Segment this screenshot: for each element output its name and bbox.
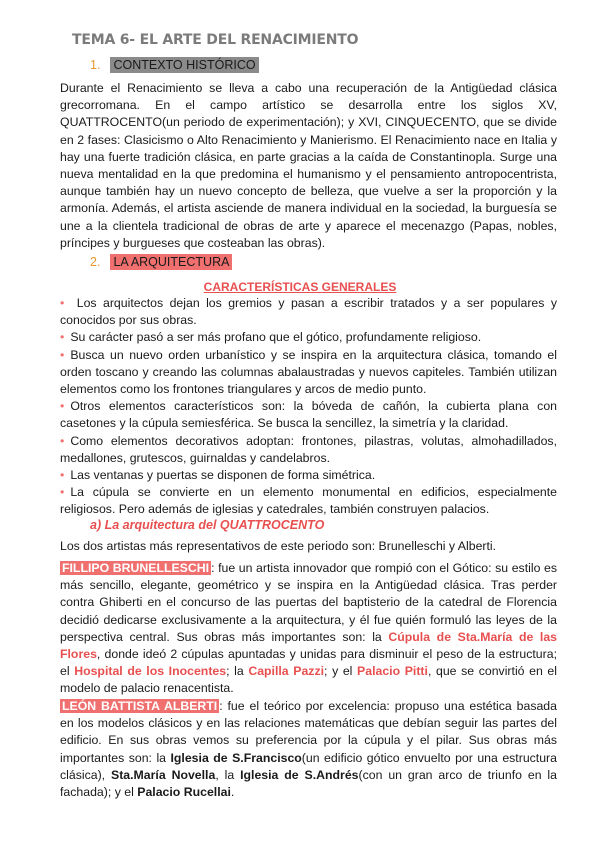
document-title: TEMA 6- EL ARTE DEL RENACIMIENTO: [72, 32, 359, 48]
context-text: Durante el Renacimiento se lleva a cabo una recuperación de la Antigüedad clásica grecorromana. En el campo artístico se desarrolla entre los siglos XV, QUATTROCENTO(un periodo de experimentación); y XVI, CINQUECENTO, que se divide en 2 fases: Clasicismo o Alto Renacimiento y Manierismo. El Renacimiento nace en Italia y hay una fuerte tradición clásica, en parte gracias a la caída de Constantinopla. Surge una nueva mentalidad en la que predomina el humanismo y el pensamiento antropocentrista, aunque también hay un nuevo concepto de belleza, que vuelve a ser la proporción y la armonía. Además, el artista asciende de manera individual en la sociedad, la burguesía se une a la clientela tradicional de obras de arte y aparece el mecenazgo (Papas, nobles, príncipes y burgueses que costeaban las obras).: [60, 81, 557, 250]
characteristics-list: [60, 295, 557, 519]
list-item: • Como elementos decorativos adoptan: frontones, pilastras, volutas, almohadillados, medallones, grutescos, guirnaldas y candelabros.: [60, 433, 557, 465]
context-paragraph: [60, 80, 557, 252]
list-item: • Busca un nuevo orden urbanístico y se inspira en la arquitectura clásica, tomando el orden toscano y creando las columnas abalaustradas y nuevos capiteles. También utilizan elementos como los frontones triangulares y arcos de medio punto.: [60, 347, 557, 397]
section-label: CONTEXTO HISTÓRICO: [110, 57, 258, 73]
section-heading-context: [90, 58, 259, 72]
work-san-francisco: Iglesia de S.Francisco: [170, 750, 302, 765]
section-heading-architecture: [90, 255, 232, 269]
list-item: • Su carácter pasó a ser más profano que el gótico, profundamente religioso.: [60, 330, 482, 345]
brunelleschi-paragraph: FILLIPO BRUNELLESCHI : fue un artista innovador que rompió con el Gótico: su estilo es más sencillo, elegante, geométrico y se inspira en la Antigüedad clásica. Tras perder contra Ghiberti en el concurso de las puertas del baptisterio de la catedral de Florencia decidió dedicarse exclusivamente a la arquitectura, y él fue quién formuló las leyes de la perspectiva central. Sus obras más importantes son: la Cúpula de Sta.María de las Flores, donde ideó 2 cúpulas apuntadas y unidas para disminuir el peso de la estructura; el Hospital de los Inocentes; la Capilla Pazzi; y el Palacio Pitti, que se convirtió en el modelo de palacio renacentista.: [60, 561, 558, 696]
intro-artists: Los dos artistas más representativos de este periodo son: Brunelleschi y Alberti.: [60, 539, 497, 553]
general-characteristics-heading: CARACTERÍSTICAS GENERALES: [203, 280, 397, 294]
list-item: • Otros elementos característicos son: la bóveda de cañón, la cubierta plana con casetones y la cúpula semiesférica. Se busca la sencillez, la simetría y la claridad.: [60, 399, 557, 431]
list-item: • Los arquitectos dejan los gremios y pasan a escribir tratados y a ser populares y conocidos por sus obras.: [60, 296, 557, 328]
work-san-andres: Iglesia de S.Andrés: [240, 767, 359, 782]
alberti-paragraph: LEÓN BATTISTA ALBERTI : fue el teórico por excelencia: propuso una estética basada en los modelos clásicos y en las relaciones matemáticas que debían seguir las partes del edificio. En sus obras vemos su preferencia por la cúpula y el pilar. Sus obras más importantes son: la Iglesia de S.Francisco(un edificio gótico envuelto por una estructura clásica), Sta.María Novella, la Iglesia de S.Andrés(con un gran arco de triunfo en la fachada); y el Palacio Rucellai.: [60, 699, 557, 800]
work-capilla: Capilla Pazzi: [248, 664, 325, 679]
section-label: LA ARQUITECTURA: [110, 254, 232, 270]
work-palacio-pitti: Palacio Pitti: [357, 664, 428, 679]
subsection-quattrocento-heading: a) La arquitectura del QUATTROCENTO: [90, 518, 325, 532]
list-item: • Las ventanas y puertas se disponen de forma simétrica.: [60, 468, 376, 483]
section-number: 1.: [90, 58, 101, 72]
work-cupula: Cúpula de Sta.María de las Flores: [60, 629, 557, 662]
artist-name-alberti: LEÓN BATTISTA ALBERTI: [62, 699, 218, 713]
work-santa-maria-novella: Sta.María Novella: [111, 767, 216, 782]
list-item: • La cúpula se convierte en un elemento monumental en edificios, especialmente religiosos. Pero además de iglesias y catedrales, también construyen palacios.: [60, 485, 557, 517]
artist-name-brunelleschi: FILLIPO BRUNELLESCHI: [62, 561, 210, 575]
section-number: 2.: [90, 255, 101, 269]
work-palacio-rucellai: Palacio Rucellai: [137, 785, 231, 800]
work-hospital: Hospital de los Inocentes: [74, 664, 227, 679]
